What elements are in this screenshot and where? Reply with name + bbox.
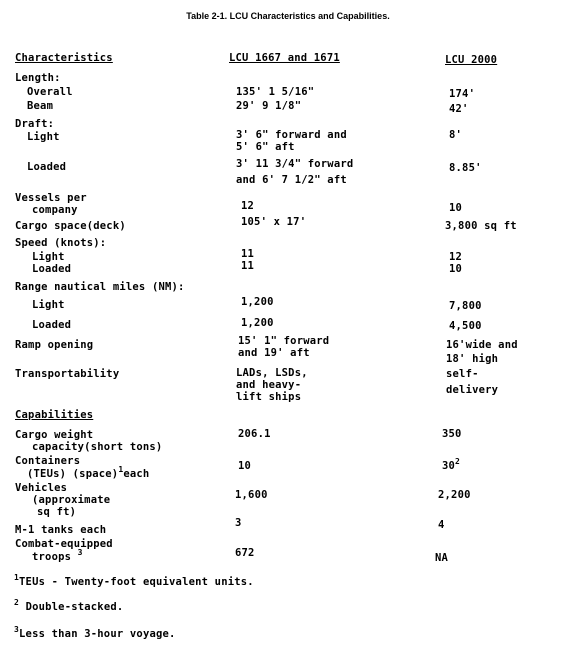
vessels-lcu2000: 10: [449, 202, 463, 214]
footnote-2-text: Double-stacked.: [25, 601, 124, 613]
capabilities-header: Capabilities: [15, 409, 94, 421]
footnote-1-text: TEUs - Twenty-foot equivalent units.: [19, 576, 254, 588]
length-label: Length:: [15, 72, 61, 84]
footnote-2: [14, 598, 124, 613]
troops-label-line1: Combat-equipped: [15, 538, 113, 550]
draft-loaded-lcu1667-line1: 3' 11 3/4" forward: [236, 158, 354, 170]
header-characteristics: Characteristics: [15, 52, 113, 64]
transport-label: Transportability: [15, 368, 120, 380]
range-label: Range nautical miles (NM):: [15, 281, 185, 293]
draft-label: Draft:: [15, 118, 55, 130]
cargo-weight-label-line2: capacity(short tons): [32, 441, 163, 453]
draft-light-lcu1667-line2: 5' 6" aft: [236, 141, 295, 153]
ramp-lcu2000-line1: 16'wide and: [446, 339, 518, 351]
transport-lcu2000-line2: delivery: [446, 384, 499, 396]
beam-label: Beam: [27, 100, 54, 112]
containers-label-space: (TEUs) (space): [27, 468, 119, 480]
vehicles-label-line1: Vehicles: [15, 482, 68, 494]
speed-light-label: Light: [32, 251, 65, 263]
vehicles-label-line2: (approximate: [32, 494, 111, 506]
overall-label: Overall: [27, 86, 73, 98]
draft-light-label: Light: [27, 131, 60, 143]
troops-lcu1667: 672: [235, 547, 255, 559]
speed-label: Speed (knots):: [15, 237, 107, 249]
range-light-label: Light: [32, 299, 65, 311]
vehicles-label-line3: sq ft): [37, 506, 77, 518]
containers-label-line1: Containers: [15, 455, 81, 467]
draft-loaded-lcu1667-line2: and 6' 7 1/2" aft: [236, 174, 347, 186]
containers-label-each: each: [123, 468, 150, 480]
vehicles-lcu1667: 1,600: [235, 489, 268, 501]
range-light-lcu1667: 1,200: [241, 296, 274, 308]
containers-lcu2000: [442, 457, 461, 472]
beam-lcu1667: 29' 9 1/8": [236, 100, 302, 112]
draft-loaded-label: Loaded: [27, 161, 67, 173]
footnote-1: [14, 573, 254, 588]
footnote-marker-3: 3: [77, 548, 83, 557]
containers-label-line2: [27, 465, 150, 480]
footnote-marker-2: 2: [455, 457, 461, 466]
cargo-weight-lcu2000: 350: [442, 428, 462, 440]
range-loaded-label: Loaded: [32, 319, 72, 331]
draft-light-lcu1667-line1: 3' 6" forward and: [236, 129, 347, 141]
footnote-2-number: 2: [14, 598, 20, 607]
containers-lcu1667: 10: [238, 460, 252, 472]
overall-lcu2000: 174': [449, 88, 476, 100]
range-loaded-lcu2000: 4,500: [449, 320, 482, 332]
ramp-lcu2000-line2: 18' high: [446, 353, 499, 365]
draft-loaded-lcu2000: 8.85': [449, 162, 482, 174]
range-light-lcu2000: 7,800: [449, 300, 482, 312]
speed-light-lcu2000: 12: [449, 251, 463, 263]
speed-loaded-lcu1667: 11: [241, 260, 255, 272]
containers-lcu2000-value: 30: [442, 460, 456, 472]
vessels-label-line1: Vessels per: [15, 192, 87, 204]
cargo-space-label: Cargo space(deck): [15, 220, 126, 232]
cargo-weight-label-line1: Cargo weight: [15, 429, 94, 441]
cargo-space-lcu1667: 105' x 17': [241, 216, 307, 228]
tanks-lcu2000: 4: [438, 519, 445, 531]
transport-lcu1667-line2: and heavy-: [236, 379, 302, 391]
speed-loaded-lcu2000: 10: [449, 263, 463, 275]
vessels-label-line2: company: [32, 204, 78, 216]
footnote-3-number: 3: [14, 625, 20, 634]
vessels-lcu1667: 12: [241, 200, 255, 212]
transport-lcu2000-line1: self-: [446, 368, 479, 380]
table-title: Table 2-1. LCU Characteristics and Capabilities.: [186, 11, 390, 21]
troops-label-line2: [32, 548, 83, 563]
range-loaded-lcu1667: 1,200: [241, 317, 274, 329]
beam-lcu2000: 42': [449, 103, 469, 115]
cargo-space-lcu2000: 3,800 sq ft: [445, 220, 517, 232]
header-lcu-1667: LCU 1667 and 1671: [229, 52, 340, 64]
vehicles-lcu2000: 2,200: [438, 489, 471, 501]
tanks-lcu1667: 3: [235, 517, 242, 529]
transport-lcu1667-line1: LADs, LSDs,: [236, 367, 308, 379]
draft-light-lcu2000: 8': [449, 129, 463, 141]
footnote-marker-1: 1: [118, 465, 124, 474]
header-lcu-2000: LCU 2000: [445, 54, 498, 66]
overall-lcu1667: 135' 1 5/16": [236, 86, 315, 98]
speed-loaded-label: Loaded: [32, 263, 72, 275]
speed-light-lcu1667: 11: [241, 248, 255, 260]
cargo-weight-lcu1667: 206.1: [238, 428, 271, 440]
tanks-label: M-1 tanks each: [15, 524, 107, 536]
transport-lcu1667-line3: lift ships: [236, 391, 302, 403]
troops-lcu2000: NA: [435, 552, 449, 564]
footnote-1-number: 1: [14, 573, 20, 582]
ramp-lcu1667-line2: and 19' aft: [238, 347, 310, 359]
footnote-3: [14, 625, 176, 640]
troops-label-text: troops: [32, 551, 72, 563]
footnote-3-text: Less than 3-hour voyage.: [19, 628, 176, 640]
ramp-label: Ramp opening: [15, 339, 94, 351]
ramp-lcu1667-line1: 15' 1" forward: [238, 335, 330, 347]
